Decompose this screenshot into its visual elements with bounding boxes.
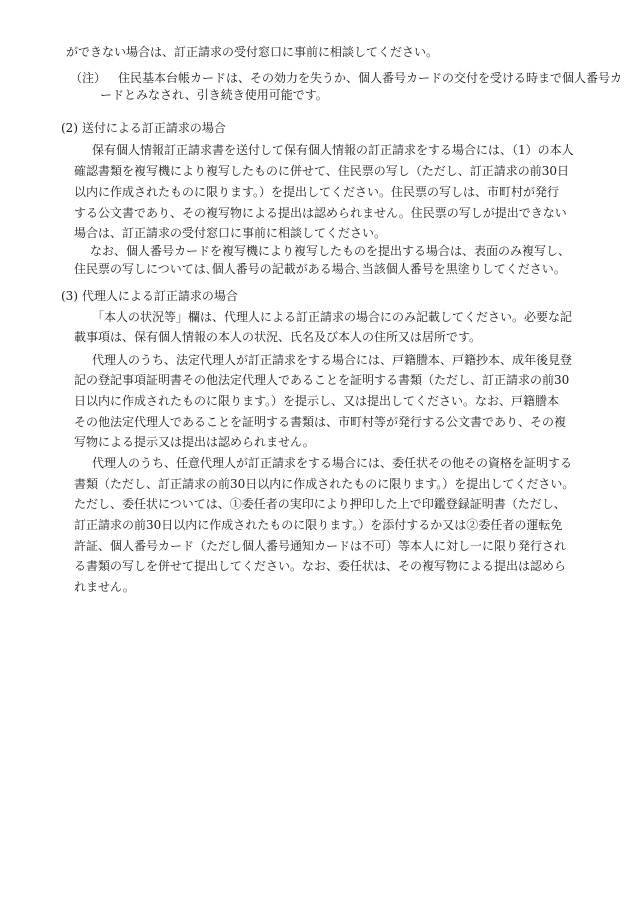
paragraph-line: 代理人のうち、任意代理人が訂正請求をする場合には、委任状その他その資格を証明する (92, 456, 573, 470)
paragraph-line: 写物による提示又は提出は認められません。 (74, 435, 315, 449)
paragraph-line: 許証、個人番号カード（ただし個人番号通知カードは不可）等本人に対し一に限り発行され (74, 539, 567, 553)
paragraph-line: 書類（ただし、訂正請求の前30日以内に作成されたものに限ります。）を提出してください。 (74, 477, 575, 491)
paragraph-line: 訂正請求の前30日以内に作成されたものに限ります。）を添付するか又は②委任者の運転免 (74, 518, 563, 532)
paragraph-line: 「本人の状況等」欄は、代理人による訂正請求の場合にのみ記載してください。必要な記 (92, 310, 573, 324)
paragraph-line: 保有個人情報訂正請求書を送付して保有個人情報の訂正請求をする場合には、（1）の本人 (92, 143, 574, 157)
paragraph-line: なお、個人番号カードを複写機により複写したものを提出する場合は、表面のみ複写し、 (90, 244, 571, 258)
paragraph-line: 場合は、訂正請求の受付窓口に事前に相談してください。 (74, 226, 387, 240)
paragraph-line: その他法定代理人であることを証明する書類は、市町村等が発行する公文書であり、その複 (74, 415, 567, 429)
paragraph-line: 確認書類を複写機により複写したものに併せて、住民票の写し（ただし、訂正請求の前30日 (74, 164, 570, 178)
paragraph-line: れません。 (74, 580, 135, 594)
intro-line: ができない場合は、訂正請求の受付窓口に事前に相談してください。 (66, 45, 439, 59)
paragraph-line: 載事項は、保有個人情報の本人の状況、氏名及び本人の住所又は居所です。 (74, 330, 482, 344)
paragraph-line: 代理人のうち、法定代理人が訂正請求をする場合には、戸籍謄本、戸籍抄本、成年後見登 (92, 353, 573, 367)
paragraph-line: 以内に作成されたものに限ります。）を提出してください。住民票の写しは、市町村が発行 (74, 185, 560, 199)
paragraph-line: 住民票の写しについては､個人番号の記載がある場合､当該個人番号を黒塗りしてください。 (74, 262, 566, 276)
section-heading: (2) 送付による訂正請求の場合 (61, 121, 226, 135)
paragraph-line: する公文書であり、その複写物による提出は認められません。住民票の写しが提出できない (74, 206, 567, 220)
paragraph-line: 日以内に作成されたものに限ります。）を提示し、又は提出してください。なお、戸籍謄本 (74, 394, 560, 408)
note-text-line: ードとみなされ、引き続き使用可能です。 (100, 88, 328, 102)
note-label: （注） (70, 71, 107, 85)
paragraph-line: る書類の写しを併せて提出してください。なお、委任状は、その複写物による提出は認めら (74, 559, 567, 573)
paragraph-line: ただし、委任状については、①委任者の実印により押印した上で印鑑登録証明書（ただし、 (74, 497, 566, 511)
note-text-line: 住民基本台帳カードは、その効力を失うか、個人番号カードの交付を受ける時まで個人番号カ (118, 71, 623, 85)
section-heading: (3) 代理人による訂正請求の場合 (61, 289, 238, 303)
paragraph-line: 記の登記事項証明書その他法定代理人であることを証明する書類（ただし、訂正請求の前30 (74, 373, 570, 387)
